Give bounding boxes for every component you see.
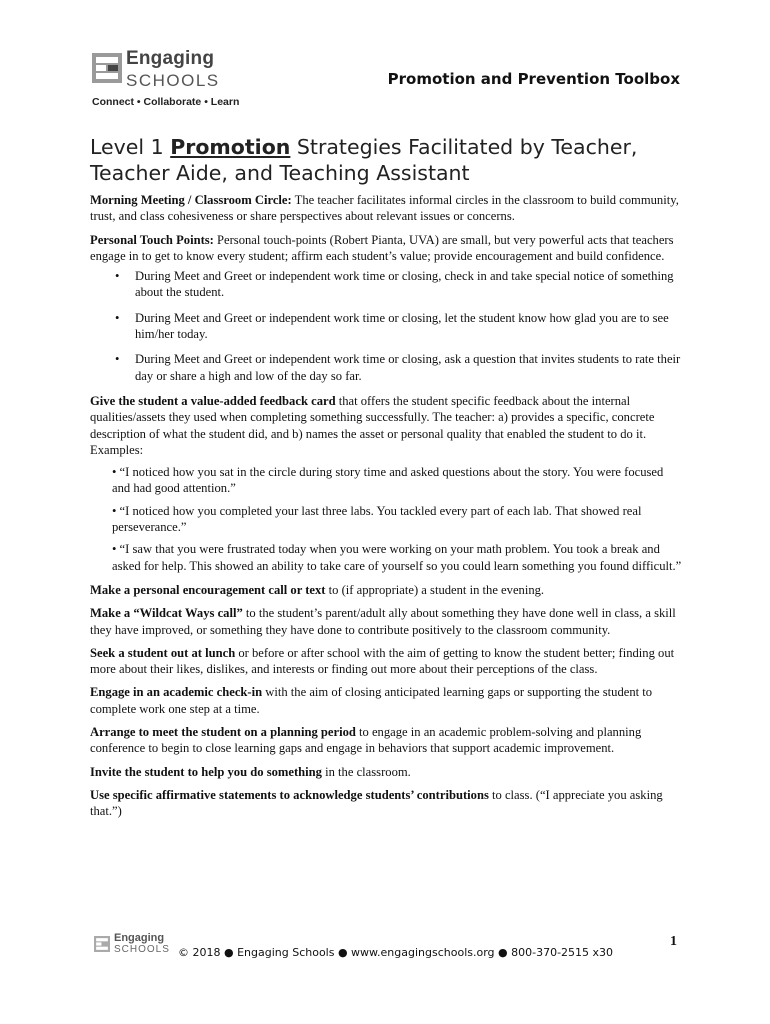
- footer-contact: © 2018 ● Engaging Schools ● www.engagingschools.org ● 800-370-2515 x30: [178, 946, 614, 959]
- logo-tagline: Connect • Collaborate • Learn: [92, 96, 240, 108]
- text-touch-points: Personal touch-points (Robert Pianta, UVA) are small, but very powerful acts that teachers engage in to get to know every student; affirm each student’s value; provide encouragement and build confidence.: [90, 232, 674, 263]
- paragraph-invite-help: [90, 764, 682, 780]
- paragraph-academic-checkin: [90, 684, 682, 717]
- lead-feedback-card: Give the student a value-added feedback card: [90, 393, 336, 408]
- page-title: [90, 134, 690, 186]
- example-item: • “I noticed how you sat in the circle during story time and asked questions about the story. You were focused and had good attention.”: [112, 465, 664, 496]
- example-item: • “I saw that you were frustrated today when you were working on your math problem. You took a break and asked for help. This showed an ability to take care of yourself so you could learn something you found difficult.”: [112, 542, 682, 573]
- touch-points-list: [90, 268, 682, 384]
- title-prefix: Level 1: [90, 135, 171, 159]
- list-item: • During Meet and Greet or independent work time or closing, let the student know how glad you are to see him/her today.: [135, 310, 682, 343]
- text-feedback-card: that offers the student specific feedback about the internal qualities/assets they used when completing something successfully. The teacher: a) provides a specific, concrete description of what the student did, and b) names the asset or personal quality that enabled the student to do it. Examples:: [90, 393, 655, 457]
- lead-academic-checkin: Engage in an academic check-in: [90, 685, 263, 700]
- title-suffix: Strategies Facilitated by Teacher, Teacher Aide, and Teaching Assistant: [90, 135, 638, 185]
- text-morning-meeting: The teacher facilitates informal circles in the classroom to build community, trust, and class cohesiveness or share perspectives about relevant issues or concerns.: [90, 193, 679, 224]
- lead-affirmative: Use specific affirmative statements to acknowledge students’ contributions: [90, 787, 489, 802]
- lead-planning-period: Arrange to meet the student on a planning period: [90, 725, 356, 740]
- lead-encouragement-call: Make a personal encouragement call or text: [90, 582, 326, 597]
- paragraph-affirmative: [90, 787, 682, 820]
- paragraph-lunch: [90, 645, 682, 678]
- paragraph-planning-period: [90, 724, 682, 757]
- lead-wildcat-call: Make a “Wildcat Ways call”: [90, 606, 243, 621]
- document-body: [90, 192, 682, 827]
- example-item: • “I noticed how you completed your last three labs. You tackled every part of each lab. That showed real perseverance.”: [112, 503, 642, 535]
- text-wildcat-call: to the student’s parent/adult ally about something they have done well in class, a skill they have improved, or something they have done to contribute positively to the classroom community.: [90, 606, 676, 637]
- paragraph-touch-points: [90, 232, 682, 265]
- feedback-examples: [112, 464, 682, 574]
- paragraph-morning-meeting: [90, 192, 682, 225]
- text-encouragement-call: to (if appropriate) a student in the evening.: [325, 582, 545, 597]
- footer-logo-bottom: SCHOOLS: [114, 944, 170, 955]
- text-invite-help: in the classroom.: [321, 764, 411, 779]
- paragraph-encouragement-call: [90, 582, 682, 598]
- list-item: • During Meet and Greet or independent work time or closing, ask a question that invites students to rate their day or share a high and low of the day so far.: [135, 351, 682, 384]
- lead-lunch: Seek a student out at lunch: [90, 645, 236, 660]
- engaging-schools-logo: [92, 50, 242, 114]
- page-number: 1: [670, 934, 677, 949]
- footer-logo-mark-icon: [94, 936, 110, 952]
- text-planning-period: to engage in an academic problem-solving and planning conference to begin to close learning gaps and engage in behaviors that support academic improvement.: [90, 725, 642, 756]
- paragraph-wildcat-call: [90, 605, 682, 638]
- lead-invite-help: Invite the student to help you do something: [90, 764, 322, 779]
- logo-wordmark-bottom: SCHOOLS: [126, 71, 220, 90]
- title-emphasis: Promotion: [170, 135, 291, 159]
- text-lunch: or before or after school with the aim of getting to know the student better; finding out more about their likes, dislikes, and interests or finding out more about their perceptions of the class.: [90, 645, 675, 677]
- page-footer: [92, 932, 692, 962]
- paragraph-feedback-card: [90, 393, 682, 458]
- logo-mark-icon: [92, 53, 122, 83]
- footer-logo-top: Engaging: [114, 932, 165, 944]
- toolbox-title: Promotion and Prevention Toolbox: [387, 70, 680, 88]
- lead-morning-meeting: Morning Meeting / Classroom Circle:: [90, 193, 292, 207]
- text-academic-checkin: with the aim of closing anticipated learning gaps or supporting the student to complete work one step at a time.: [90, 685, 653, 716]
- text-affirmative: to class. (“I appreciate you asking that.”): [90, 787, 663, 819]
- logo-wordmark-top: Engaging: [126, 48, 215, 69]
- lead-touch-points: Personal Touch Points:: [90, 232, 214, 247]
- list-item: • During Meet and Greet or independent work time or closing, check in and take special notice of something about the student.: [135, 268, 682, 301]
